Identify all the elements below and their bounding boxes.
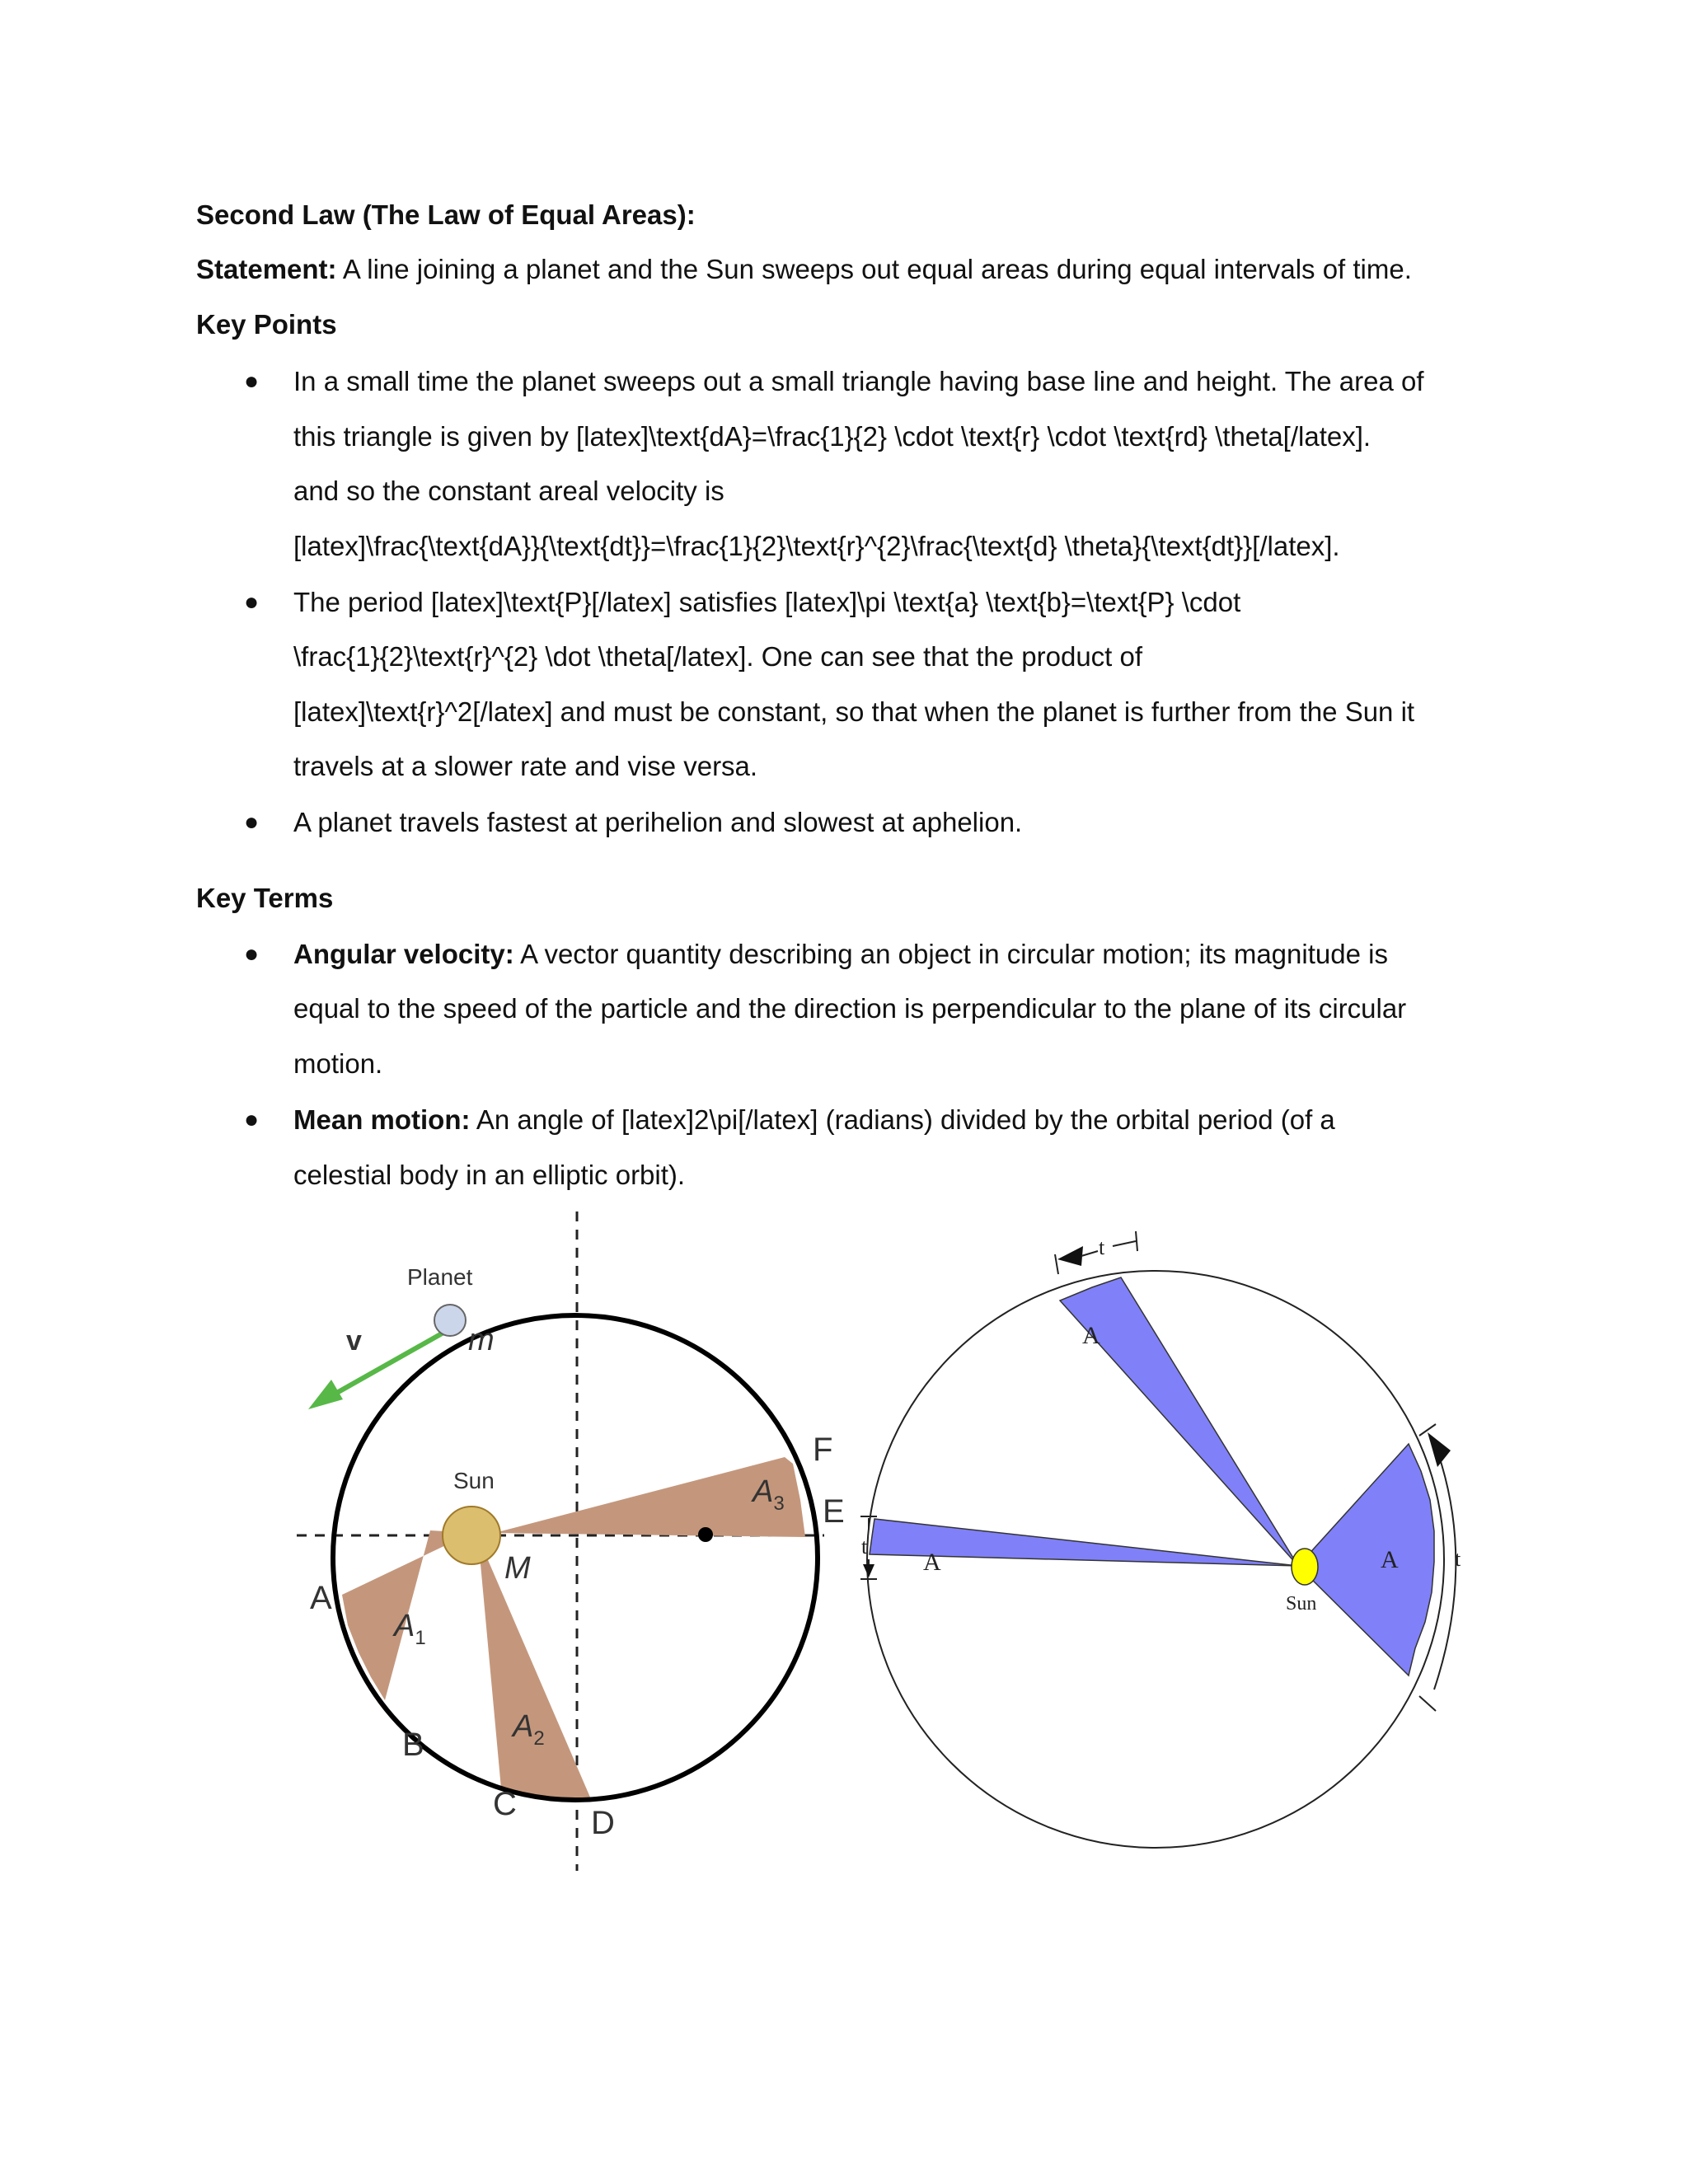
arrowhead-icon <box>863 1564 874 1577</box>
point-b-label: B <box>402 1727 424 1763</box>
key-term-2-term: Mean motion: <box>293 1104 471 1135</box>
sun-label: Sun <box>453 1468 495 1493</box>
key-point-3-line-1: A planet travels fastest at perihelion and slowest at aphelion. <box>293 807 1023 837</box>
bullet-icon: ● <box>244 808 260 836</box>
sun-circle <box>443 1507 500 1564</box>
bullet-icon: ● <box>244 940 260 968</box>
statement <box>196 253 1412 286</box>
sector-top <box>1060 1277 1298 1566</box>
point-a-label: A <box>310 1580 332 1616</box>
key-points-heading: Key Points <box>196 309 337 340</box>
arc-dim-line <box>1434 1454 1456 1690</box>
tick <box>1055 1254 1058 1274</box>
sun-mass-label: M <box>504 1551 531 1586</box>
sun-ellipse <box>1292 1549 1318 1585</box>
key-point-1-line-2: this triangle is given by [latex]\text{dA}=\frac{1}{2} \cdot \text{r} \cdot \text{rd} \theta[/latex]. <box>293 421 1372 452</box>
key-term-1-line-1 <box>293 938 1388 971</box>
planet-circle <box>434 1305 466 1336</box>
equal-areas-diagram-right <box>861 1220 1479 1879</box>
time-label-right: t <box>1455 1547 1461 1571</box>
statement-text: A line joining a planet and the Sun sweeps out equal areas during equal intervals of time. <box>336 254 1412 284</box>
tick <box>1419 1424 1436 1436</box>
key-term-1-term: Angular velocity: <box>293 939 514 969</box>
bullet-icon: ● <box>244 588 260 616</box>
dim-line <box>1113 1241 1136 1246</box>
sector-right <box>1298 1444 1434 1675</box>
area-label-right: A <box>1381 1546 1399 1573</box>
key-point-2-line-2: \frac{1}{2}\text{r}^{2} \dot \theta[/latex]. One can see that the product of <box>293 641 1143 672</box>
point-e-label: E <box>823 1493 845 1530</box>
key-terms-heading: Key Terms <box>196 883 334 913</box>
bullet-icon: ● <box>244 368 260 395</box>
key-point-2-line-3: [latex]\text{r}^2[/latex] and must be constant, so that when the planet is further from the Sun it <box>293 696 1415 727</box>
key-point-1-line-3: and so the constant areal velocity is <box>293 476 724 506</box>
key-term-1-line-2: equal to the speed of the particle and the direction is perpendicular to the plane of its circular <box>293 993 1407 1024</box>
bullet-icon: ● <box>244 1106 260 1133</box>
key-point-2-line-1: The period [latex]\text{P}[/latex] satisfies [latex]\pi \text{a} \text{b}=\text{P} \cdot <box>293 587 1241 617</box>
area-a3-label: $A_3$ <box>753 1474 785 1515</box>
sun-label: Sun <box>1286 1593 1317 1615</box>
area-label-left: A <box>923 1549 941 1576</box>
page-heading: Second Law (The Law of Equal Areas): <box>196 199 696 230</box>
time-label-top: t <box>1099 1235 1105 1259</box>
area-a1-label: $A_1$ <box>394 1609 426 1649</box>
key-term-2-line-1 <box>293 1104 1335 1137</box>
point-f-label: F <box>813 1432 833 1468</box>
sector-a2 <box>478 1537 591 1800</box>
dim-line <box>1081 1251 1098 1256</box>
key-point-1-line-4: [latex]\frac{\text{dA}}{\text{dt}}=\frac{1}{2}\text{r}^{2}\frac{\text{d} \theta}{\text{dt}}[/latex]. <box>293 531 1340 561</box>
statement-label: Statement: <box>196 254 337 284</box>
point-d-label: D <box>591 1805 615 1841</box>
area-label-top: A <box>1082 1322 1100 1349</box>
time-label-left: t <box>861 1535 868 1558</box>
arrowhead-icon <box>1057 1246 1083 1266</box>
arrowhead-icon <box>1428 1432 1451 1467</box>
tick <box>1419 1696 1436 1711</box>
key-point-1-line-1: In a small time the planet sweeps out a small triangle having base line and height. The area of <box>293 366 1424 396</box>
mass-label: m <box>468 1323 495 1357</box>
focus-dot <box>698 1527 713 1542</box>
equal-areas-diagram-left <box>280 1212 845 1879</box>
tick <box>1136 1231 1137 1251</box>
velocity-arrowhead-icon <box>308 1380 343 1409</box>
velocity-label: v <box>346 1325 362 1357</box>
planet-label: Planet <box>407 1264 473 1290</box>
key-term-2-def: An angle of [latex]2\pi[/latex] (radians) divided by the orbital period (of a <box>470 1104 1335 1135</box>
point-c-label: C <box>493 1786 517 1822</box>
key-term-1-line-3: motion. <box>293 1048 383 1079</box>
key-term-2-line-2: celestial body in an elliptic orbit). <box>293 1160 686 1190</box>
key-term-1-def: A vector quantity describing an object in circular motion; its magnitude is <box>513 939 1388 969</box>
key-point-2-line-4: travels at a slower rate and vise versa. <box>293 751 758 781</box>
area-a2-label: $A_2$ <box>513 1709 545 1750</box>
